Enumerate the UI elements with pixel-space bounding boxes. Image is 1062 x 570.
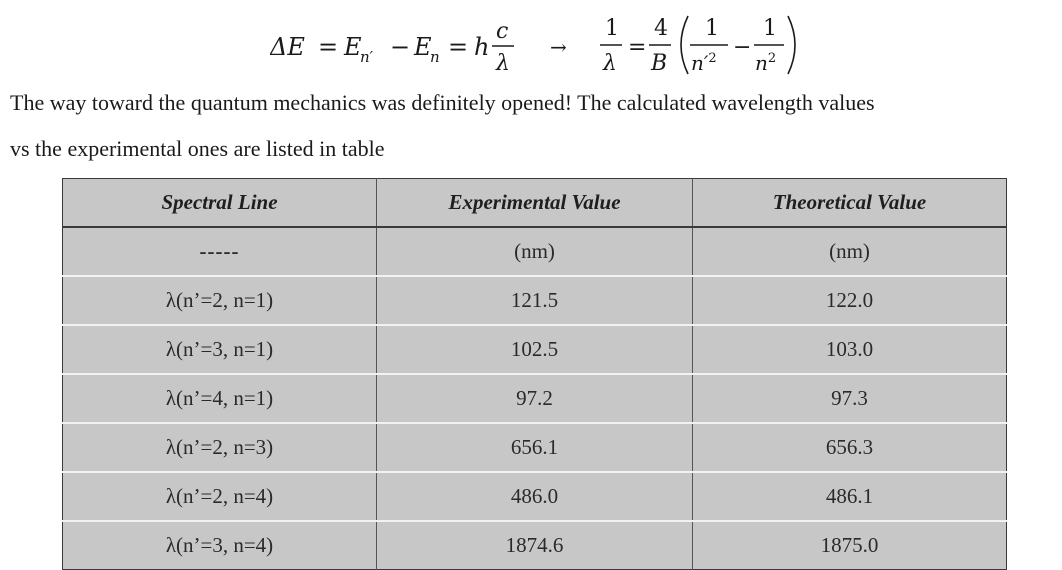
eq-c: c bbox=[496, 19, 509, 44]
eq-equals-1: = bbox=[318, 33, 339, 61]
eq-e-nprime: E bbox=[344, 33, 362, 61]
cell-experimental-value: 97.2 bbox=[377, 374, 693, 423]
eq-lambda-1: λ bbox=[496, 51, 510, 76]
table-row bbox=[63, 374, 1007, 423]
cell-spectral-line: λ(n’=4, n=1) bbox=[63, 374, 377, 423]
eq-one-3: 1 bbox=[763, 16, 777, 41]
eq-lambda-2: λ bbox=[603, 51, 617, 76]
eq-left-paren bbox=[681, 16, 688, 74]
table-row bbox=[63, 521, 1007, 570]
table-row bbox=[63, 423, 1007, 472]
eq-delta-e: ΔE bbox=[270, 33, 305, 61]
eq-h: h bbox=[474, 33, 490, 61]
eq-one-2: 1 bbox=[705, 16, 719, 41]
eq-minus-2: − bbox=[733, 35, 752, 60]
paragraph-line-2: vs the experimental ones are listed in table bbox=[10, 136, 385, 161]
eq-n-squared: $n^2$ bbox=[755, 51, 777, 75]
table-row bbox=[63, 472, 1007, 521]
eq-arrow: → bbox=[550, 35, 567, 59]
table-row bbox=[63, 276, 1007, 325]
cell-theoretical-value: 486.1 bbox=[825, 484, 874, 508]
table-header-row bbox=[63, 179, 1007, 228]
cell-experimental-value: 1874.6 bbox=[377, 521, 693, 570]
paragraph-line-1: The way toward the quantum mechanics was definitely opened! The calculated wavelength values bbox=[10, 90, 875, 115]
wavelength-table-container bbox=[62, 178, 1006, 570]
table-row bbox=[63, 325, 1007, 374]
eq-nprime-squared: $n'^2$ bbox=[691, 51, 717, 75]
eq-minus-1: − bbox=[390, 33, 411, 61]
cell-spectral-line: λ(n’=3, n=1) bbox=[63, 325, 377, 374]
eq-b: B bbox=[651, 51, 668, 76]
cell-spectral-line: λ(n’=3, n=4) bbox=[63, 521, 377, 570]
cell-spectral-line: λ(n’=2, n=3) bbox=[63, 423, 377, 472]
cell-spectral-line: λ(n’=2, n=1) bbox=[63, 276, 377, 325]
eq-sub-n: n bbox=[430, 48, 440, 66]
cell-theoretical-value: 1875.0 bbox=[820, 533, 879, 557]
header-experimental-value: Experimental Value bbox=[377, 179, 693, 228]
wavelength-table bbox=[62, 178, 1007, 570]
cell-experimental-value: (nm) bbox=[377, 227, 693, 276]
cell-experimental-value: 486.0 bbox=[377, 472, 693, 521]
cell-theoretical-value: (nm) bbox=[829, 239, 870, 263]
cell-experimental-value: 102.5 bbox=[377, 325, 693, 374]
eq-one-1: 1 bbox=[605, 16, 619, 41]
eq-four: 4 bbox=[654, 16, 668, 41]
eq-equals-3: = bbox=[628, 35, 647, 60]
cell-theoretical-value: 656.3 bbox=[825, 435, 874, 459]
table-row bbox=[63, 227, 1007, 276]
eq-equals-2: = bbox=[448, 33, 469, 61]
cell-theoretical-value: 103.0 bbox=[825, 337, 874, 361]
eq-e-n: E bbox=[414, 33, 432, 61]
eq-right-paren bbox=[788, 16, 795, 74]
cell-spectral-line: λ(n’=2, n=4) bbox=[63, 472, 377, 521]
cell-theoretical-value: 97.3 bbox=[831, 386, 868, 410]
cell-experimental-value: 121.5 bbox=[377, 276, 693, 325]
header-theoretical-value: Theoretical Value bbox=[693, 179, 1007, 228]
body-paragraph bbox=[10, 80, 1060, 172]
eq-sub-nprime: n′ bbox=[360, 48, 374, 66]
cell-theoretical-value: 122.0 bbox=[825, 288, 874, 312]
rydberg-equation bbox=[270, 8, 830, 80]
cell-spectral-line: ----- bbox=[63, 227, 377, 276]
header-spectral-line: Spectral Line bbox=[63, 179, 377, 228]
equation-graphic bbox=[270, 8, 830, 80]
cell-experimental-value: 656.1 bbox=[377, 423, 693, 472]
